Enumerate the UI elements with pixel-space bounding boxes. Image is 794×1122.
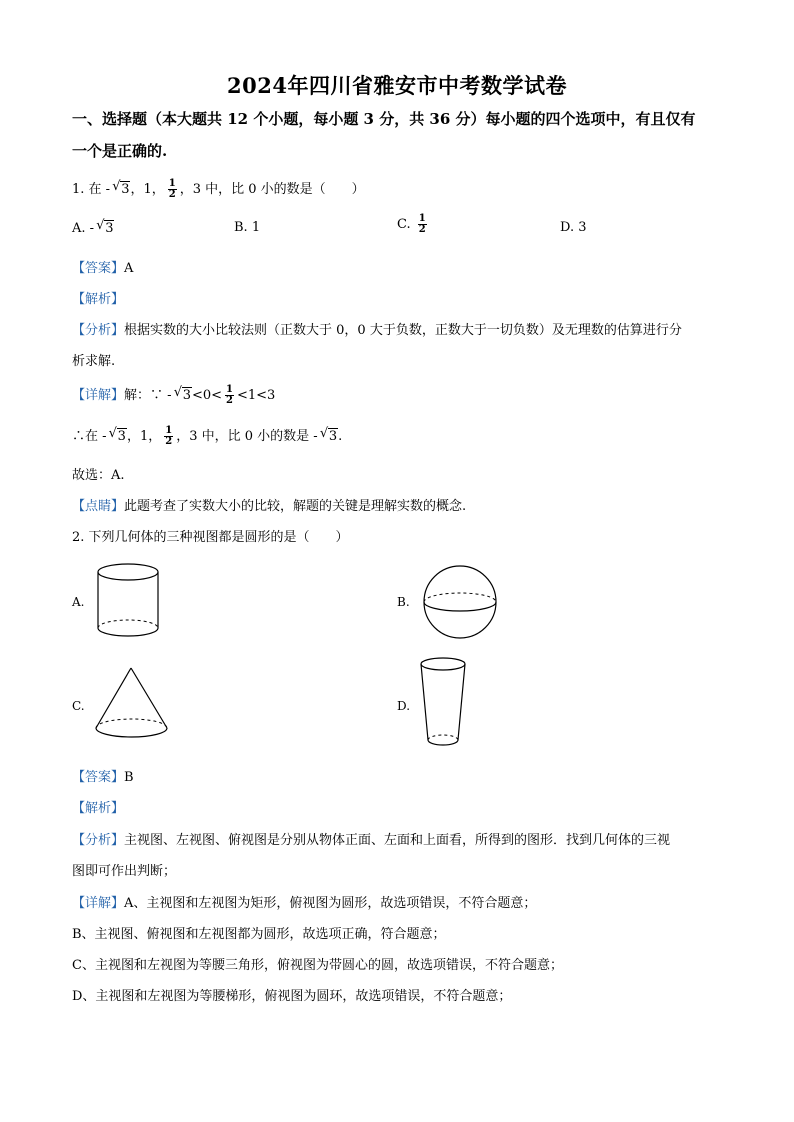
dianjing-text: 此题考查了实数大小的比较，解题的关键是理解实数的概念.	[124, 499, 467, 514]
sqrt-symbol: √ 3	[182, 387, 192, 403]
page-title: 2024年四川省雅安市中考数学试卷	[227, 73, 567, 98]
sqrt-symbol: √ 3	[120, 181, 130, 197]
q1-dianjing	[72, 495, 466, 514]
fraction-numerator: 1	[226, 384, 233, 395]
fraction	[164, 426, 173, 447]
q2-fenxi	[72, 829, 670, 848]
fraction-denominator: 2	[226, 395, 233, 406]
sphere-figure	[420, 564, 500, 644]
q2-stem: 2. 下列几何体的三种视图都是圆形的是（ ）	[72, 530, 349, 545]
therefore-part-c: ，3 中，比 0 小的数是 -	[176, 429, 322, 444]
q2-line-d: D、主视图和左视图为等腰梯形，俯视图为圆环，故选项错误，不符合题意；	[72, 989, 512, 1004]
xiangjie-tag: 【详解】	[72, 388, 125, 403]
answer-value: A	[124, 261, 134, 276]
q1-option-b[interactable]: B. 1	[234, 220, 261, 235]
dianjing-tag: 【点睛】	[72, 499, 125, 514]
q1-analysis-tag: 【解析】	[72, 292, 125, 307]
xiangjie-tag: 【详解】	[72, 896, 125, 911]
fraction-denominator: 2	[168, 189, 176, 200]
q2-analysis-tag: 【解析】	[72, 801, 125, 816]
fraction	[225, 385, 234, 406]
therefore-part-b: ，1，	[126, 429, 162, 444]
q1-fenxi-cont: 析求解.	[72, 354, 116, 369]
fraction-numerator: 1	[418, 213, 426, 224]
q2-xiangjie	[72, 892, 536, 911]
fraction-denominator: 2	[165, 436, 173, 447]
q2-line-c: C、主视图和左视图为等腰三角形，俯视图为带圆心的圆，故选项错误，不符合题意；	[72, 958, 563, 973]
sqrt-symbol: √ 3	[328, 428, 338, 444]
q2-option-d-label[interactable]: D.	[397, 699, 411, 713]
fraction-denominator: 2	[418, 224, 426, 235]
q1-therefore	[72, 425, 342, 447]
cup-frustum-figure	[418, 656, 472, 752]
q1-option-c[interactable]	[397, 214, 430, 235]
fenxi-text: 根据实数的大小比较法则（正数大于 0，0 大于负数，正数大于一切负数）及无理数的估算进行分	[124, 323, 682, 338]
q1-fenxi	[72, 319, 682, 338]
q1-choose: 故选：A.	[72, 468, 125, 483]
q1-mid: ，1，	[130, 182, 165, 197]
q2-answer	[72, 766, 134, 785]
xiangjie-part-c: <1<3	[237, 388, 276, 403]
answer-tag: 【答案】	[72, 261, 125, 276]
answer-value: B	[124, 770, 134, 785]
q2-option-b-label[interactable]: B.	[397, 595, 410, 609]
cylinder-figure	[95, 562, 161, 640]
cone-figure	[93, 666, 173, 742]
xiangjie-line-a: A、主视图和左视图为矩形，俯视图为圆形，故选项错误，不符合题意；	[124, 896, 537, 911]
q1-prefix: 1. 在 -	[72, 182, 115, 197]
xiangjie-part-a: 解：∵ -	[124, 388, 176, 403]
fenxi-tag: 【分析】	[72, 833, 125, 848]
fenxi-tag: 【分析】	[72, 323, 125, 338]
q2-line-b: B、主视图、俯视图和左视图都为圆形，故选项正确，符合题意；	[72, 927, 446, 942]
fraction	[418, 214, 427, 235]
fraction	[168, 179, 177, 200]
section-heading	[72, 103, 732, 167]
fenxi-text: 主视图、左视图、俯视图是分别从物体正面、左面和上面看，所得到的图形．找到几何体的三视	[124, 833, 671, 848]
q1-suffix: ，3 中，比 0 小的数是（ ）	[179, 182, 365, 197]
q2-option-a-label[interactable]: A.	[72, 595, 85, 609]
section-heading-line1: 一、选择题（本大题共 12 个小题，每小题 3 分，共 36 分）每小题的四个选项中，有且仅有	[72, 110, 696, 128]
option-c-label: C.	[397, 217, 415, 232]
q1-stem	[72, 178, 365, 200]
q2-option-c-label[interactable]: C.	[72, 699, 85, 713]
q2-fenxi-cont: 图即可作出判断；	[72, 864, 177, 879]
fraction-numerator: 1	[168, 178, 176, 189]
sqrt-symbol: √ 3	[117, 428, 127, 444]
section-heading-line2: 一个是正确的.	[72, 142, 168, 160]
q1-option-d[interactable]: D. 3	[560, 220, 587, 235]
fraction-numerator: 1	[165, 425, 173, 436]
therefore-part-a: ∴在 -	[72, 429, 111, 444]
therefore-part-d: .	[338, 429, 343, 444]
sqrt-symbol: √ 3	[104, 220, 114, 236]
option-a-label: A. -	[72, 221, 99, 236]
q1-xiangjie	[72, 384, 275, 406]
answer-tag: 【答案】	[72, 770, 125, 785]
xiangjie-part-b: <0<	[191, 388, 223, 403]
q1-answer	[72, 257, 133, 276]
q1-option-a[interactable]	[72, 220, 114, 236]
